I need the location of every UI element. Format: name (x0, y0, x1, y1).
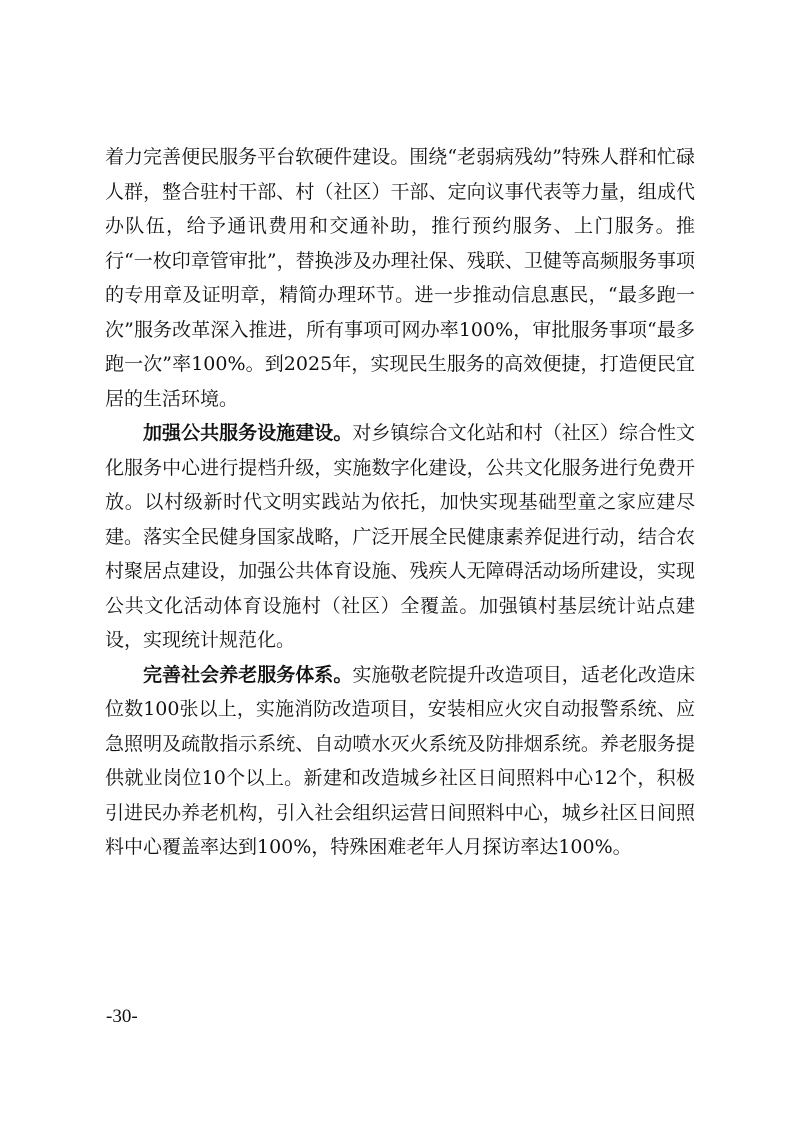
page-number: -30- (106, 1006, 138, 1027)
document-body (105, 140, 695, 865)
section-heading-elderly-care: 完善社会养老服务体系。 (143, 663, 353, 686)
paragraph-elderly-care (105, 658, 695, 865)
paragraph-text: 对乡镇综合文化站和村（社区）综合性文化服务中心进行提档升级，实施数字化建设，公共文化服务进行免费开放。以村级新时代文明实践站为依托，加快实现基础型童之家应建尽建。落实全民健身国家战略，广泛开展全民健康素养促进行动，结合农村聚居点建设，加强公共体育设施、残疾人无障碍活动场所建设，实现公共文化活动体育设施村（社区）全覆盖。加强镇村基层统计站点建设，实现统计规范化。 (105, 422, 695, 651)
paragraph-convenience-services (105, 140, 695, 416)
paragraph-public-facilities (105, 416, 695, 658)
paragraph-text: 实施敬老院提升改造项目，适老化改造床位数100张以上，实施消防改造项目，安装相应火灾自动报警系统、应急照明及疏散指示系统、自动喷水灭火系统及防排烟系统。养老服务提供就业岗位10个以上。新建和改造城乡社区日间照料中心12个，积极引进民办养老机构，引入社会组织运营日间照料中心，城乡社区日间照料中心覆盖率达到100%，特殊困难老年人月探访率达100%。 (105, 663, 695, 858)
section-heading-public-facilities: 加强公共服务设施建设。 (143, 422, 353, 444)
paragraph-text: 着力完善便民服务平台软硬件建设。围绕“老弱病残幼”特殊人群和忙碌人群，整合驻村干部、村（社区）干部、定向议事代表等力量，组成代办队伍，给予通讯费用和交通补助，推行预约服务、上门服务。推行“一枚印章管审批”，替换涉及办理社保、残联、卫健等高频服务事项的专用章及证明章，精简办理环节。进一步推动信息惠民，“最多跑一次”服务改革深入推进，所有事项可网办率100%，审批服务事项“最多跑一次”率100%。到2025年，实现民生服务的高效便捷，打造便民宜居的生活环境。 (105, 146, 695, 410)
